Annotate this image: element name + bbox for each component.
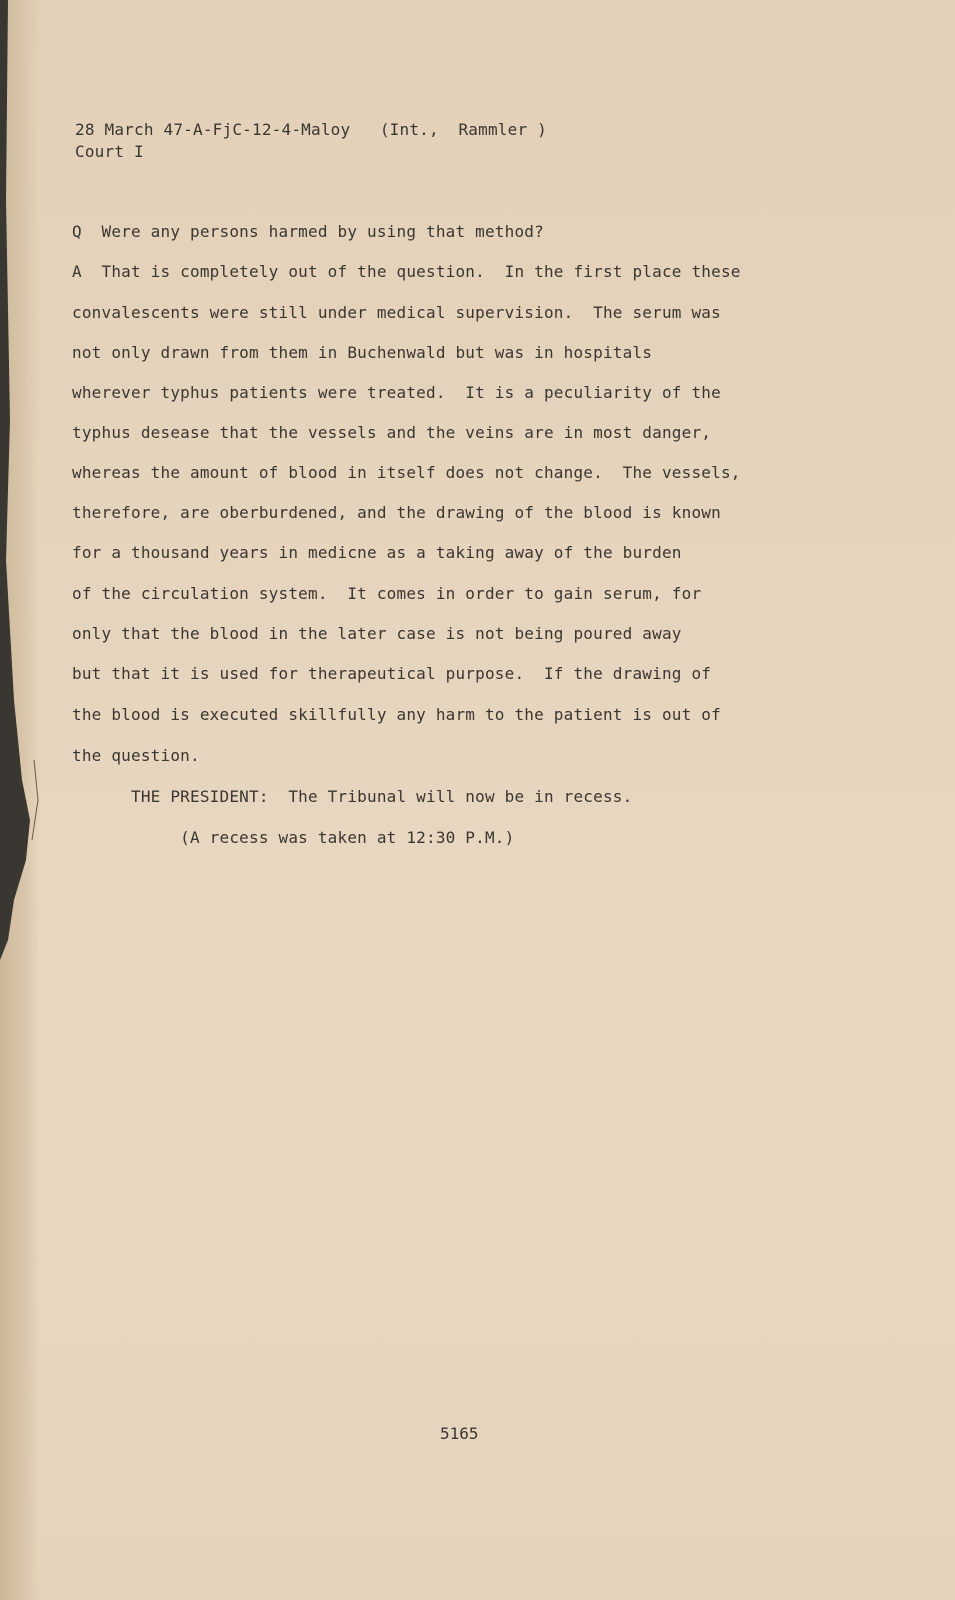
transcript-line: only that the blood in the later case is not being poured away <box>72 624 682 643</box>
recess-note: (A recess was taken at 12:30 P.M.) <box>72 828 515 847</box>
transcript-line: not only drawn from them in Buchenwald but was in hospitals <box>72 343 653 362</box>
page-number: 5165 <box>440 1424 479 1443</box>
torn-edge-graphic <box>0 0 40 1600</box>
document-header-line-2: Court I <box>75 142 144 161</box>
transcript-line: for a thousand years in medicne as a taking away of the burden <box>72 543 682 562</box>
transcript-line: wherever typhus patients were treated. It is a peculiarity of the <box>72 383 721 402</box>
transcript-line: but that it is used for therapeutical purpose. If the drawing of <box>72 664 712 683</box>
transcript-line: A That is completely out of the question. In the first place these <box>72 262 741 281</box>
transcript-line: Q Were any persons harmed by using that method? <box>72 222 544 241</box>
transcript-line: whereas the amount of blood in itself does not change. The vessels, <box>72 463 741 482</box>
transcript-line: convalescents were still under medical supervision. The serum was <box>72 303 721 322</box>
transcript-line: the blood is executed skillfully any harm to the patient is out of <box>72 705 721 724</box>
president-statement: THE PRESIDENT: The Tribunal will now be in recess. <box>72 787 633 806</box>
document-header-line-1: 28 March 47-A-FjC-12-4-Maloy (Int., Rammler ) <box>75 120 547 139</box>
transcript-line: of the circulation system. It comes in order to gain serum, for <box>72 584 702 603</box>
transcript-line: typhus desease that the vessels and the veins are in most danger, <box>72 423 712 442</box>
transcript-line: the question. <box>72 746 200 765</box>
transcript-line: therefore, are oberburdened, and the drawing of the blood is known <box>72 503 721 522</box>
